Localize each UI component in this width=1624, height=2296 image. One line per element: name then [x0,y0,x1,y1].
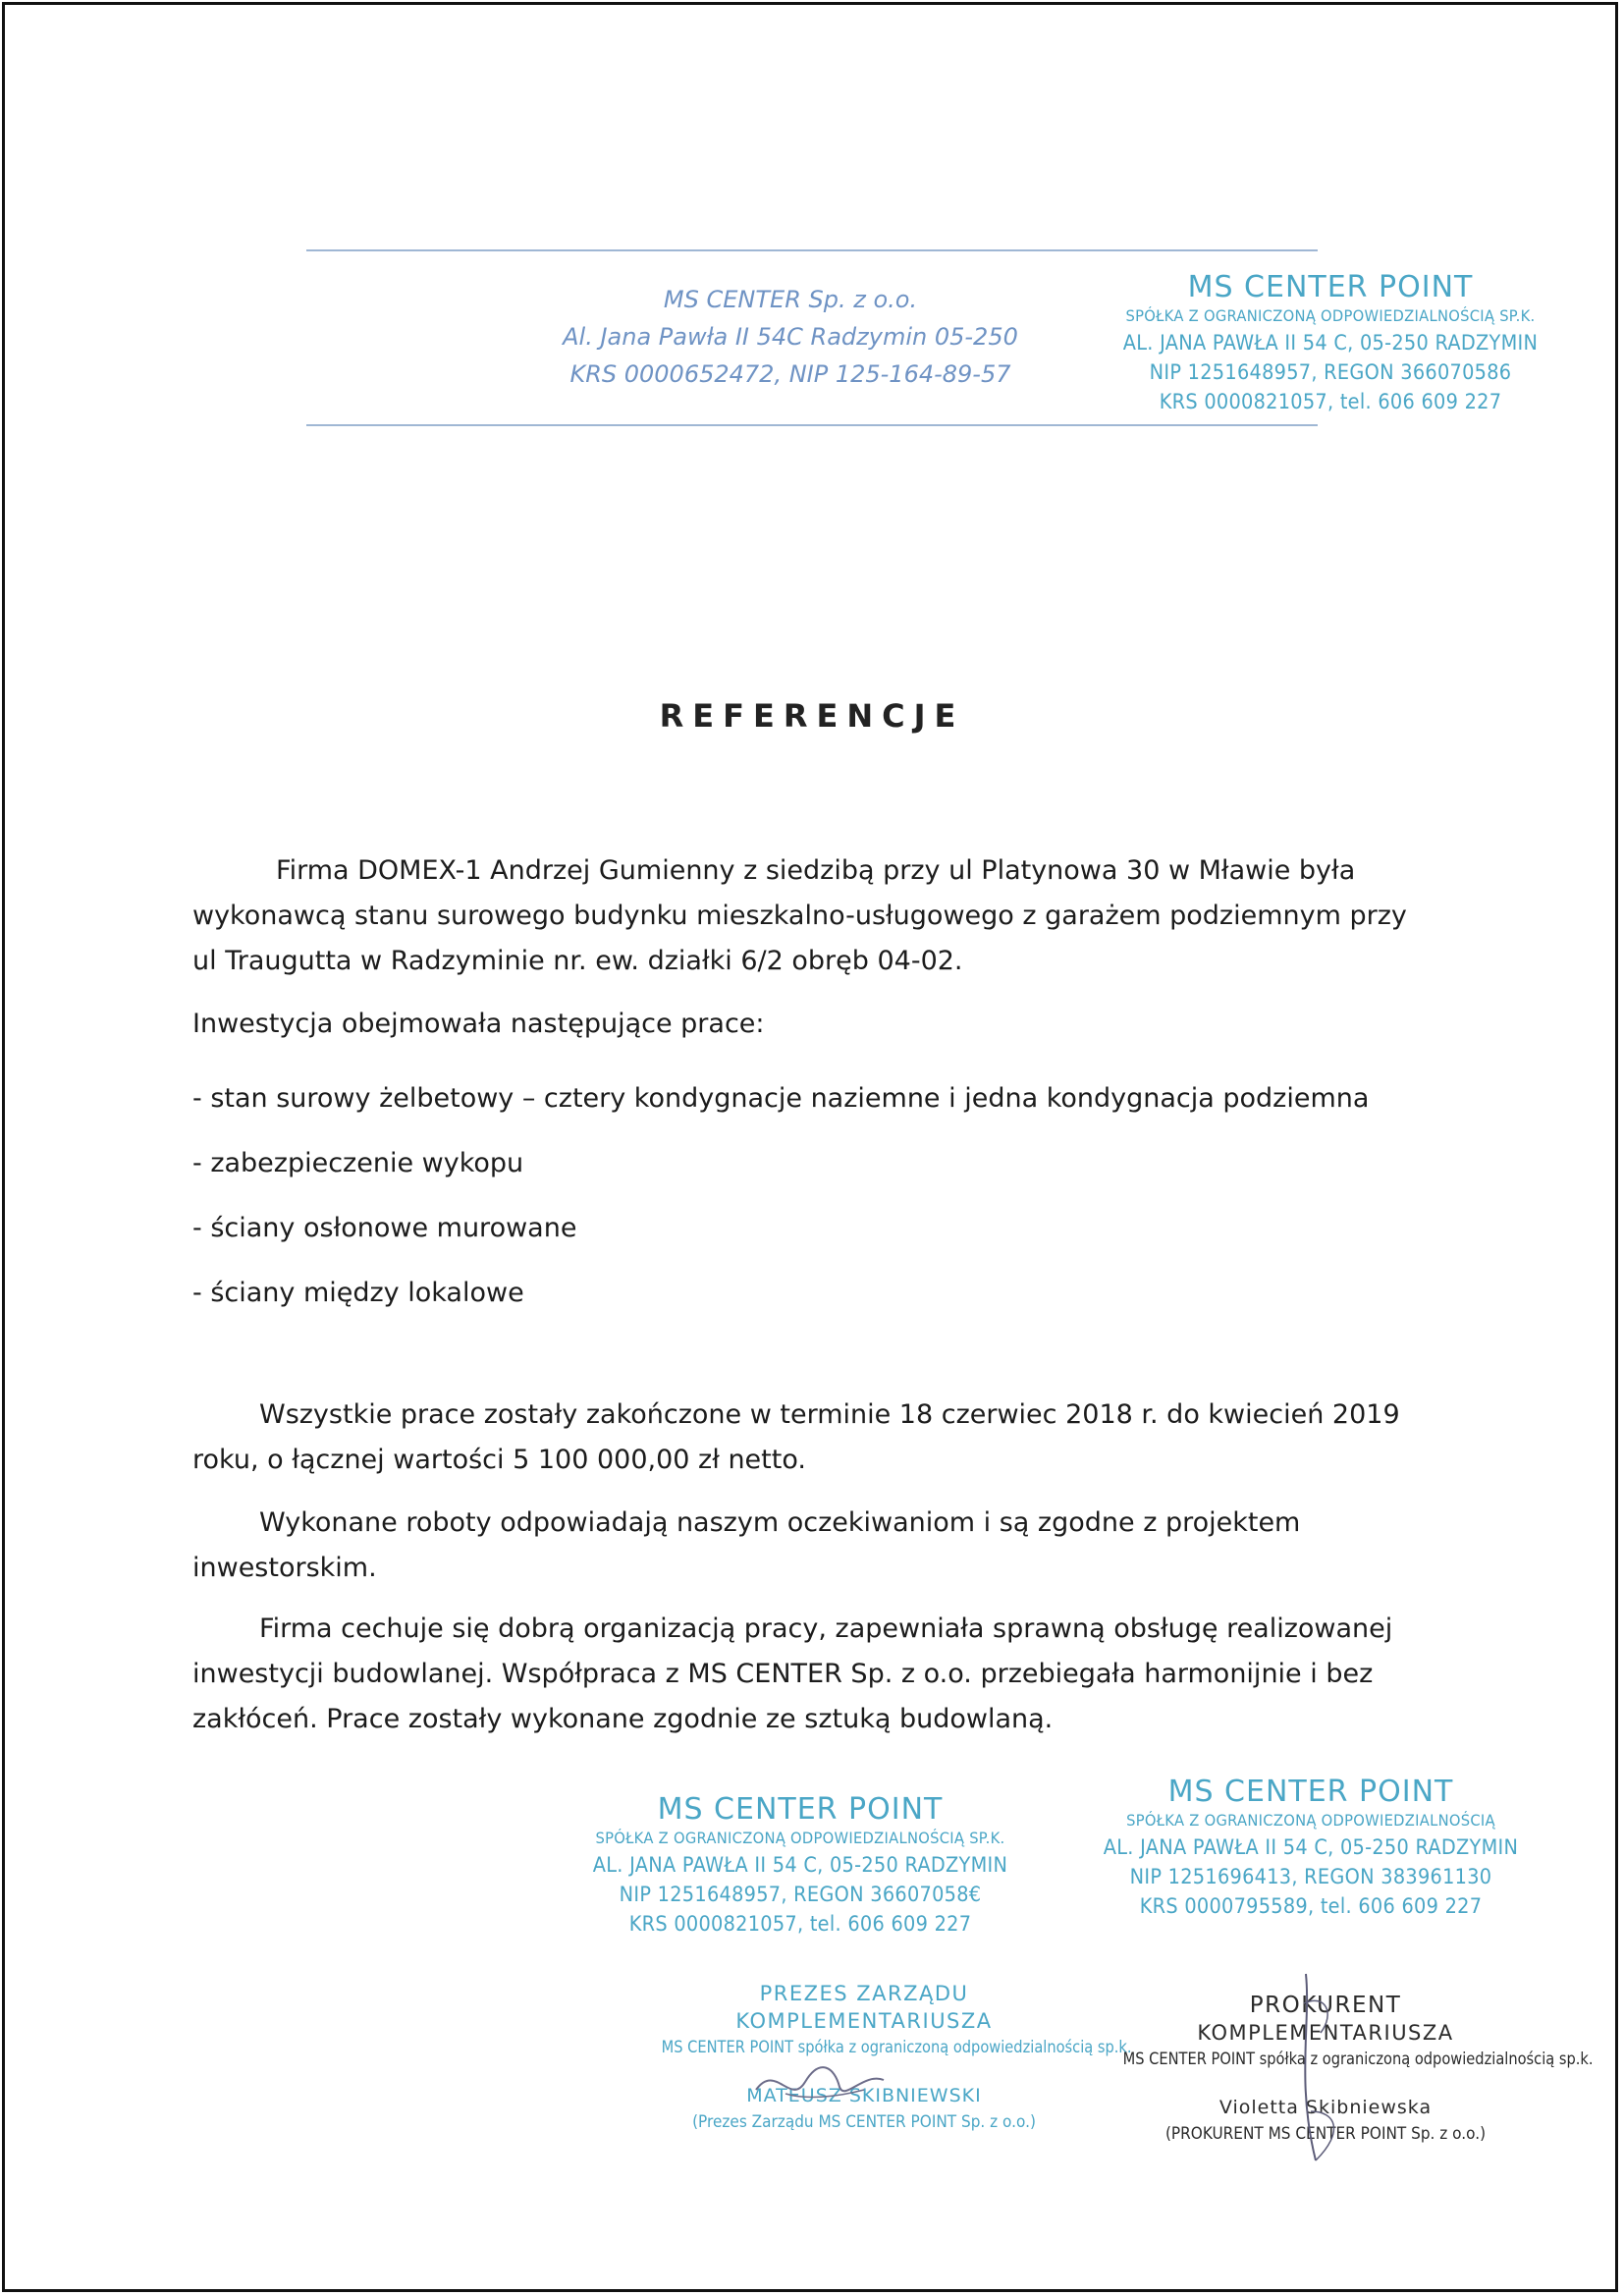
assessment-text: Firma cechuje się dobrą organizacją pracy, zapewniała sprawną obsługę realizowanej inwestycji budowlanej. Współpraca z MS CENTER Sp. z o.o. przebiegała harmonijnie i bez zakłóceń. Prace zostały wykonane zgodnie ze sztuką budowlaną. [192,1613,1393,1734]
stamp-address: AL. JANA PAWŁA II 54 C, 05-250 RADZYMIN [1103,1835,1519,1859]
signatory-name: Violetta Skibniewska [1218,2097,1433,2118]
stamp-subtitle: SPÓŁKA Z OGRANICZONĄ ODPOWIEDZIALNOŚCIĄ SP.K. [1125,306,1536,325]
document-title: REFERENCJE [659,697,965,735]
signatory-role-sub: KOMPLEMENTARIUSZA [1197,2021,1454,2045]
letterhead-top-rule [306,249,1318,251]
signatory-note: (PROKURENT MS CENTER POINT Sp. z o.o.) [1164,2124,1487,2144]
letterhead-address: Al. Jana Pawła II 54C Radzymin 05-250 [563,323,1018,351]
handwritten-signature-right [1276,1964,1365,2170]
stamp-krs: KRS 0000821057, tel. 606 609 227 [628,1912,972,1936]
list-item: - zabezpieczenie wykopu [192,1148,524,1178]
stamp-ids: NIP 1251696413, REGON 383961130 [1129,1865,1492,1888]
letterhead-registry: KRS 0000652472, NIP 125-164-89-57 [569,360,1011,388]
signatory-name: MATEUSZ SKIBNIEWSKI [746,2085,982,2106]
intro-paragraph [192,848,1430,984]
signatory-role: PROKURENT [1249,1993,1402,2018]
header-company-stamp [1100,271,1561,416]
list-item: - ściany osłonowe murowane [192,1213,577,1243]
letterhead-company: MS CENTER Sp. z o.o. [663,286,918,313]
stamp-subtitle: SPÓŁKA Z OGRANICZONĄ ODPOWIEDZIALNOŚCIĄ [1126,1811,1495,1830]
completion-paragraph [192,1393,1430,1483]
stamp-krs: KRS 0000795589, tel. 606 609 227 [1139,1894,1483,1918]
assessment-paragraph [192,1607,1430,1742]
intro-line-3: ul Traugutta w Radzyminie nr. ew. działki 6/2 obręb 04-02. [192,946,963,976]
letterhead-bottom-rule [306,424,1318,426]
list-item: - stan surowy żelbetowy – cztery kondygnacje naziemne i jedna kondygnacja podziemna [192,1083,1370,1114]
letterhead [535,281,1046,393]
stamp-subtitle: SPÓŁKA Z OGRANICZONĄ ODPOWIEDZIALNOŚCIĄ SP.K. [595,1829,1005,1847]
stamp-krs: KRS 0000821057, tel. 606 609 227 [1159,390,1502,413]
stamp-address: AL. JANA PAWŁA II 54 C, 05-250 RADZYMIN [592,1853,1008,1877]
intro-line-1: Firma DOMEX-1 Andrzej Gumienny z siedzibą przy ul Platynowa 30 w Mławie była [276,855,1356,886]
list-item: - ściany między lokalowe [192,1278,524,1308]
conformity-text: Wykonane roboty odpowiadają naszym oczekiwaniom i są zgodne z projektem inwestorskim. [192,1507,1301,1583]
stamp-title: MS CENTER POINT [1187,270,1474,304]
signatory-company: MS CENTER POINT spółka z ograniczoną odpowiedzialnością sp.k. [661,2038,1132,2057]
handwritten-signature-left [746,2052,893,2111]
company-stamp-right [1080,1776,1542,1921]
conformity-paragraph [192,1501,1351,1591]
scope-list [192,1066,1430,1326]
scope-heading: Inwestycja obejmowała następujące prace: [192,1009,765,1039]
stamp-title: MS CENTER POINT [657,1792,944,1827]
stamp-address: AL. JANA PAWŁA II 54 C, 05-250 RADZYMIN [1122,331,1539,355]
signatory-company: MS CENTER POINT spółka z ograniczoną odpowiedzialnością sp.k. [1122,2050,1594,2069]
intro-line-2: wykonawcą stanu surowego budynku mieszkalno-usługowego z garażem podziemnym przy [192,901,1407,931]
stamp-ids: NIP 1251648957, REGON 36607058€ [619,1883,982,1906]
signatory-role-sub: KOMPLEMENTARIUSZA [735,2009,993,2033]
completion-text: Wszystkie prace zostały zakończone w terminie 18 czerwiec 2018 r. do kwiecień 2019 roku, o łącznej wartości 5 100 000,00 zł netto. [192,1399,1400,1475]
stamp-ids: NIP 1251648957, REGON 366070586 [1149,360,1512,384]
signatory-role: PREZES ZARZĄDU [759,1982,969,2005]
signatory-note: (Prezes Zarządu MS CENTER POINT Sp. z o.o.) [692,2112,1036,2132]
company-stamp-left [569,1793,1031,1939]
stamp-title: MS CENTER POINT [1167,1775,1454,1809]
